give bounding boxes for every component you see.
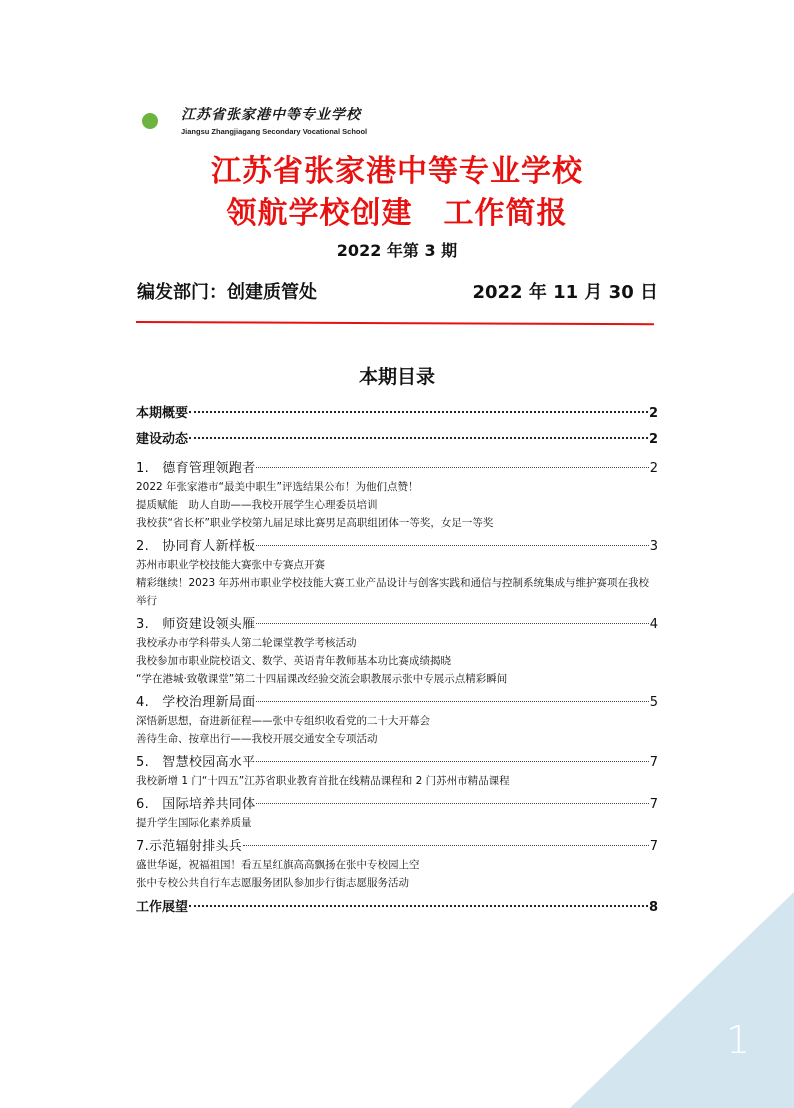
toc-item[interactable]: 提升学生国际化素养质量 — [136, 817, 252, 829]
dot-leader — [256, 544, 648, 546]
toc-section-2[interactable] — [136, 532, 658, 556]
toc-item[interactable]: 我校获“省长杯”职业学校第九届足球比赛男足高职组团体一等奖，女足一等奖 — [136, 517, 494, 529]
toc-item[interactable]: 我校承办市学科带头人第二轮课堂教学考核活动 — [136, 637, 357, 649]
toc-section-5[interactable] — [136, 748, 658, 772]
toc-section-label: 2. 协同育人新样板 — [136, 539, 256, 554]
table-of-contents — [136, 402, 658, 922]
toc-page-number: 3 — [649, 539, 658, 554]
dot-leader — [243, 844, 649, 846]
toc-section-7[interactable] — [136, 832, 658, 856]
toc-section-1[interactable] — [136, 454, 658, 478]
toc-page-number: 5 — [649, 695, 658, 710]
toc-title: 本期目录 — [358, 366, 435, 388]
toc-section-6[interactable] — [136, 790, 658, 814]
toc-section-label: 5. 智慧校园高水平 — [136, 755, 256, 770]
logo-chinese-name: 江苏省张家港中等专业学校 — [181, 107, 361, 123]
editing-department: 编发部门：创建质管处 — [137, 282, 317, 303]
school-emblem-icon — [133, 100, 173, 140]
toc-page-number: 7 — [649, 839, 658, 854]
toc-page-number: 2 — [649, 461, 658, 476]
title-line-1: 江苏省张家港中等专业学校 — [211, 154, 583, 189]
dot-leader — [256, 760, 648, 762]
toc-section-label: 7.示范辐射排头兵 — [136, 839, 243, 854]
toc-section-label: 3. 师资建设领头雁 — [136, 617, 256, 632]
publish-date: 2022 年 11 月 30 日 — [472, 282, 658, 303]
page-number: 1 — [726, 1018, 751, 1062]
toc-page-number: 8 — [648, 900, 658, 915]
toc-item[interactable]: 精彩继续！2023 年苏州市职业学校技能大赛工业产品设计与创客实践和通信与控制系统集成与维护赛项在我校举行 — [136, 577, 650, 607]
toc-item[interactable]: 我校新增 1 门“十四五”江苏省职业教育首批在线精品课程和 2 门苏州市精品课程 — [136, 775, 510, 787]
toc-page-number: 7 — [649, 797, 658, 812]
dot-leader — [189, 410, 648, 413]
toc-entry-dynamics[interactable] — [136, 428, 658, 454]
toc-section-label: 6. 国际培养共同体 — [136, 797, 256, 812]
toc-item[interactable]: 苏州市职业学校技能大赛张中专赛点开赛 — [136, 559, 325, 571]
issue-number: 2022 年第 3 期 — [336, 241, 458, 260]
corner-triangle-decoration — [570, 892, 794, 1108]
toc-entry-label: 工作展望 — [136, 900, 189, 915]
toc-entry-label: 建设动态 — [136, 432, 189, 447]
logo-english-name: Jiangsu Zhangjiagang Secondary Vocational School — [181, 127, 368, 136]
toc-item[interactable]: 盛世华诞，祝福祖国！看五星红旗高高飘扬在张中专校园上空 — [136, 859, 420, 871]
toc-item[interactable]: 张中专校公共自行车志愿服务团队参加步行街志愿服务活动 — [136, 877, 409, 889]
red-divider — [136, 321, 654, 325]
toc-page-number: 7 — [649, 755, 658, 770]
title-line-2: 领航学校创建 工作简报 — [226, 196, 568, 231]
dot-leader — [256, 700, 648, 702]
toc-item[interactable]: 提质赋能 助人自助——我校开展学生心理委员培训 — [136, 499, 378, 511]
toc-section-label: 1. 德育管理领跑者 — [136, 461, 256, 476]
dot-leader — [256, 802, 648, 804]
toc-page-number: 2 — [648, 432, 658, 447]
toc-item[interactable]: 我校参加市职业院校语文、数学、英语青年教师基本功比赛成绩揭晓 — [136, 655, 451, 667]
school-logo — [133, 100, 433, 140]
toc-item[interactable]: 2022 年张家港市“最美中职生”评选结果公布！为他们点赞！ — [136, 481, 419, 493]
toc-item[interactable]: 善待生命、按章出行——我校开展交通安全专项活动 — [136, 733, 378, 745]
toc-entry-label: 本期概要 — [136, 406, 189, 421]
dot-leader — [256, 622, 648, 624]
toc-section-label: 4. 学校治理新局面 — [136, 695, 256, 710]
dot-leader — [189, 436, 648, 439]
toc-page-number: 4 — [649, 617, 658, 632]
toc-item[interactable]: “学在港城·致敬课堂”第二十四届课改经验交流会职教展示张中专展示点精彩瞬间 — [136, 673, 508, 685]
toc-section-4[interactable] — [136, 688, 658, 712]
toc-page-number: 2 — [648, 406, 658, 421]
toc-item[interactable]: 深悟新思想，奋进新征程——张中专组织收看党的二十大开幕会 — [136, 715, 430, 727]
toc-section-3[interactable] — [136, 610, 658, 634]
toc-entry-overview[interactable] — [136, 402, 658, 428]
dot-leader — [256, 466, 648, 468]
